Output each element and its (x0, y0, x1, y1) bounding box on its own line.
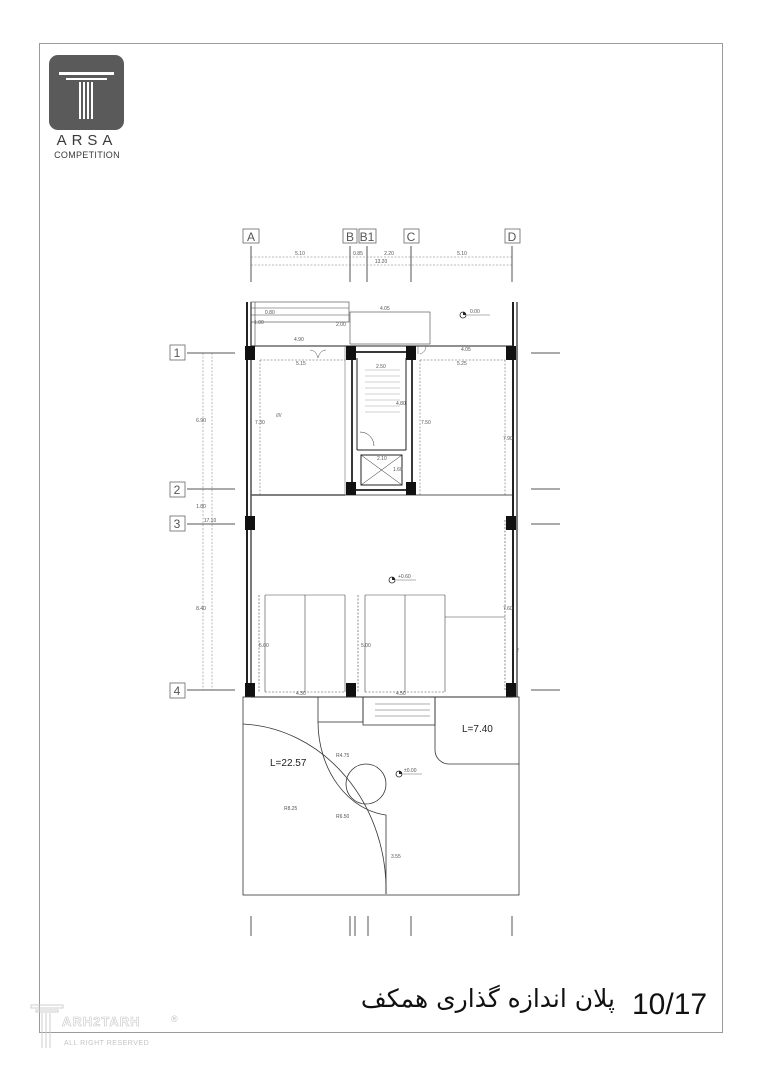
ramp-radius-825: R8.25 (284, 806, 298, 812)
dim-b-b1: 0.85 (353, 251, 363, 257)
grid-label-3: 3 (173, 517, 181, 531)
dim-2: 2 (516, 648, 519, 654)
dim-r3-r4: 8.40 (196, 606, 206, 612)
grid-label-4: 4 (173, 684, 181, 698)
dim-250: 2.50 (376, 364, 386, 370)
grid-label-2: 2 (173, 483, 181, 497)
grid-label-b: B (345, 230, 355, 244)
sheet-number: 10/17 (632, 988, 708, 1021)
dim-405-mid: 4.05 (461, 347, 471, 353)
grid-label-1: 1 (173, 346, 181, 360)
dim-750: 7.50 (421, 420, 431, 426)
dim-500-left: 5.00 (259, 643, 269, 649)
ramp-radius-475: R4.75 (336, 753, 350, 759)
level-yard-text: ±0.00 (404, 768, 417, 774)
dim-overall-length: 17.10 (203, 518, 217, 524)
dim-c-d: 5.10 (457, 251, 467, 257)
logo-subtitle: COMPETITION (54, 150, 120, 160)
grid-label-d: D (507, 230, 517, 244)
ramp-length-main: L=22.57 (270, 758, 307, 769)
dim-515: 5.15 (296, 361, 306, 367)
ramp-radius-650: R6.50 (336, 814, 350, 820)
drawing-title: پلان اندازه گذاری همکف (360, 984, 615, 1013)
dim-355: 3.55 (391, 854, 401, 860)
dim-450: 4.50 (396, 691, 406, 697)
grid-label-c: C (406, 230, 416, 244)
dim-490: 4.90 (294, 337, 304, 343)
dim-430: 4.30 (296, 691, 306, 697)
logo-name: ARSA (56, 132, 118, 149)
dim-525: 5.25 (457, 361, 467, 367)
dim-405-top: 4.05 (380, 306, 390, 312)
dim-r2-r3: 1.80 (196, 504, 206, 510)
dim-480: 4.80 (396, 401, 406, 407)
level-mid-text: +0.60 (398, 574, 411, 580)
grid-label-b1: B1 (359, 230, 375, 244)
dim-overall-width: 13.20 (374, 259, 388, 265)
dim-r1-r2: 6.90 (196, 418, 206, 424)
window-marks: //// (276, 413, 282, 419)
dim-a-b: 5.10 (295, 251, 305, 257)
dim-730: 7.30 (255, 420, 265, 426)
level-top-text: 0.00 (470, 309, 480, 315)
dim-160: 1.60 (393, 467, 403, 473)
watermark-sub: ALL RIGHT RESERVED (64, 1040, 150, 1047)
ramp-length-side: L=7.40 (462, 724, 493, 735)
dim-080: 0.80 (265, 310, 275, 316)
dim-b1-c: 2.20 (384, 251, 394, 257)
dim-790: 7.90 (503, 436, 513, 442)
watermark-registered: ® (171, 1014, 178, 1024)
dim-760: 7.60 (503, 606, 513, 612)
dim-210: 2.10 (377, 456, 387, 462)
dim-200: 2.00 (336, 322, 346, 328)
dim-500-right: 5.00 (361, 643, 371, 649)
grid-label-a: A (246, 230, 256, 244)
dim-100: 1.00 (254, 320, 264, 326)
watermark-name: ARH2TARH (62, 1014, 141, 1029)
